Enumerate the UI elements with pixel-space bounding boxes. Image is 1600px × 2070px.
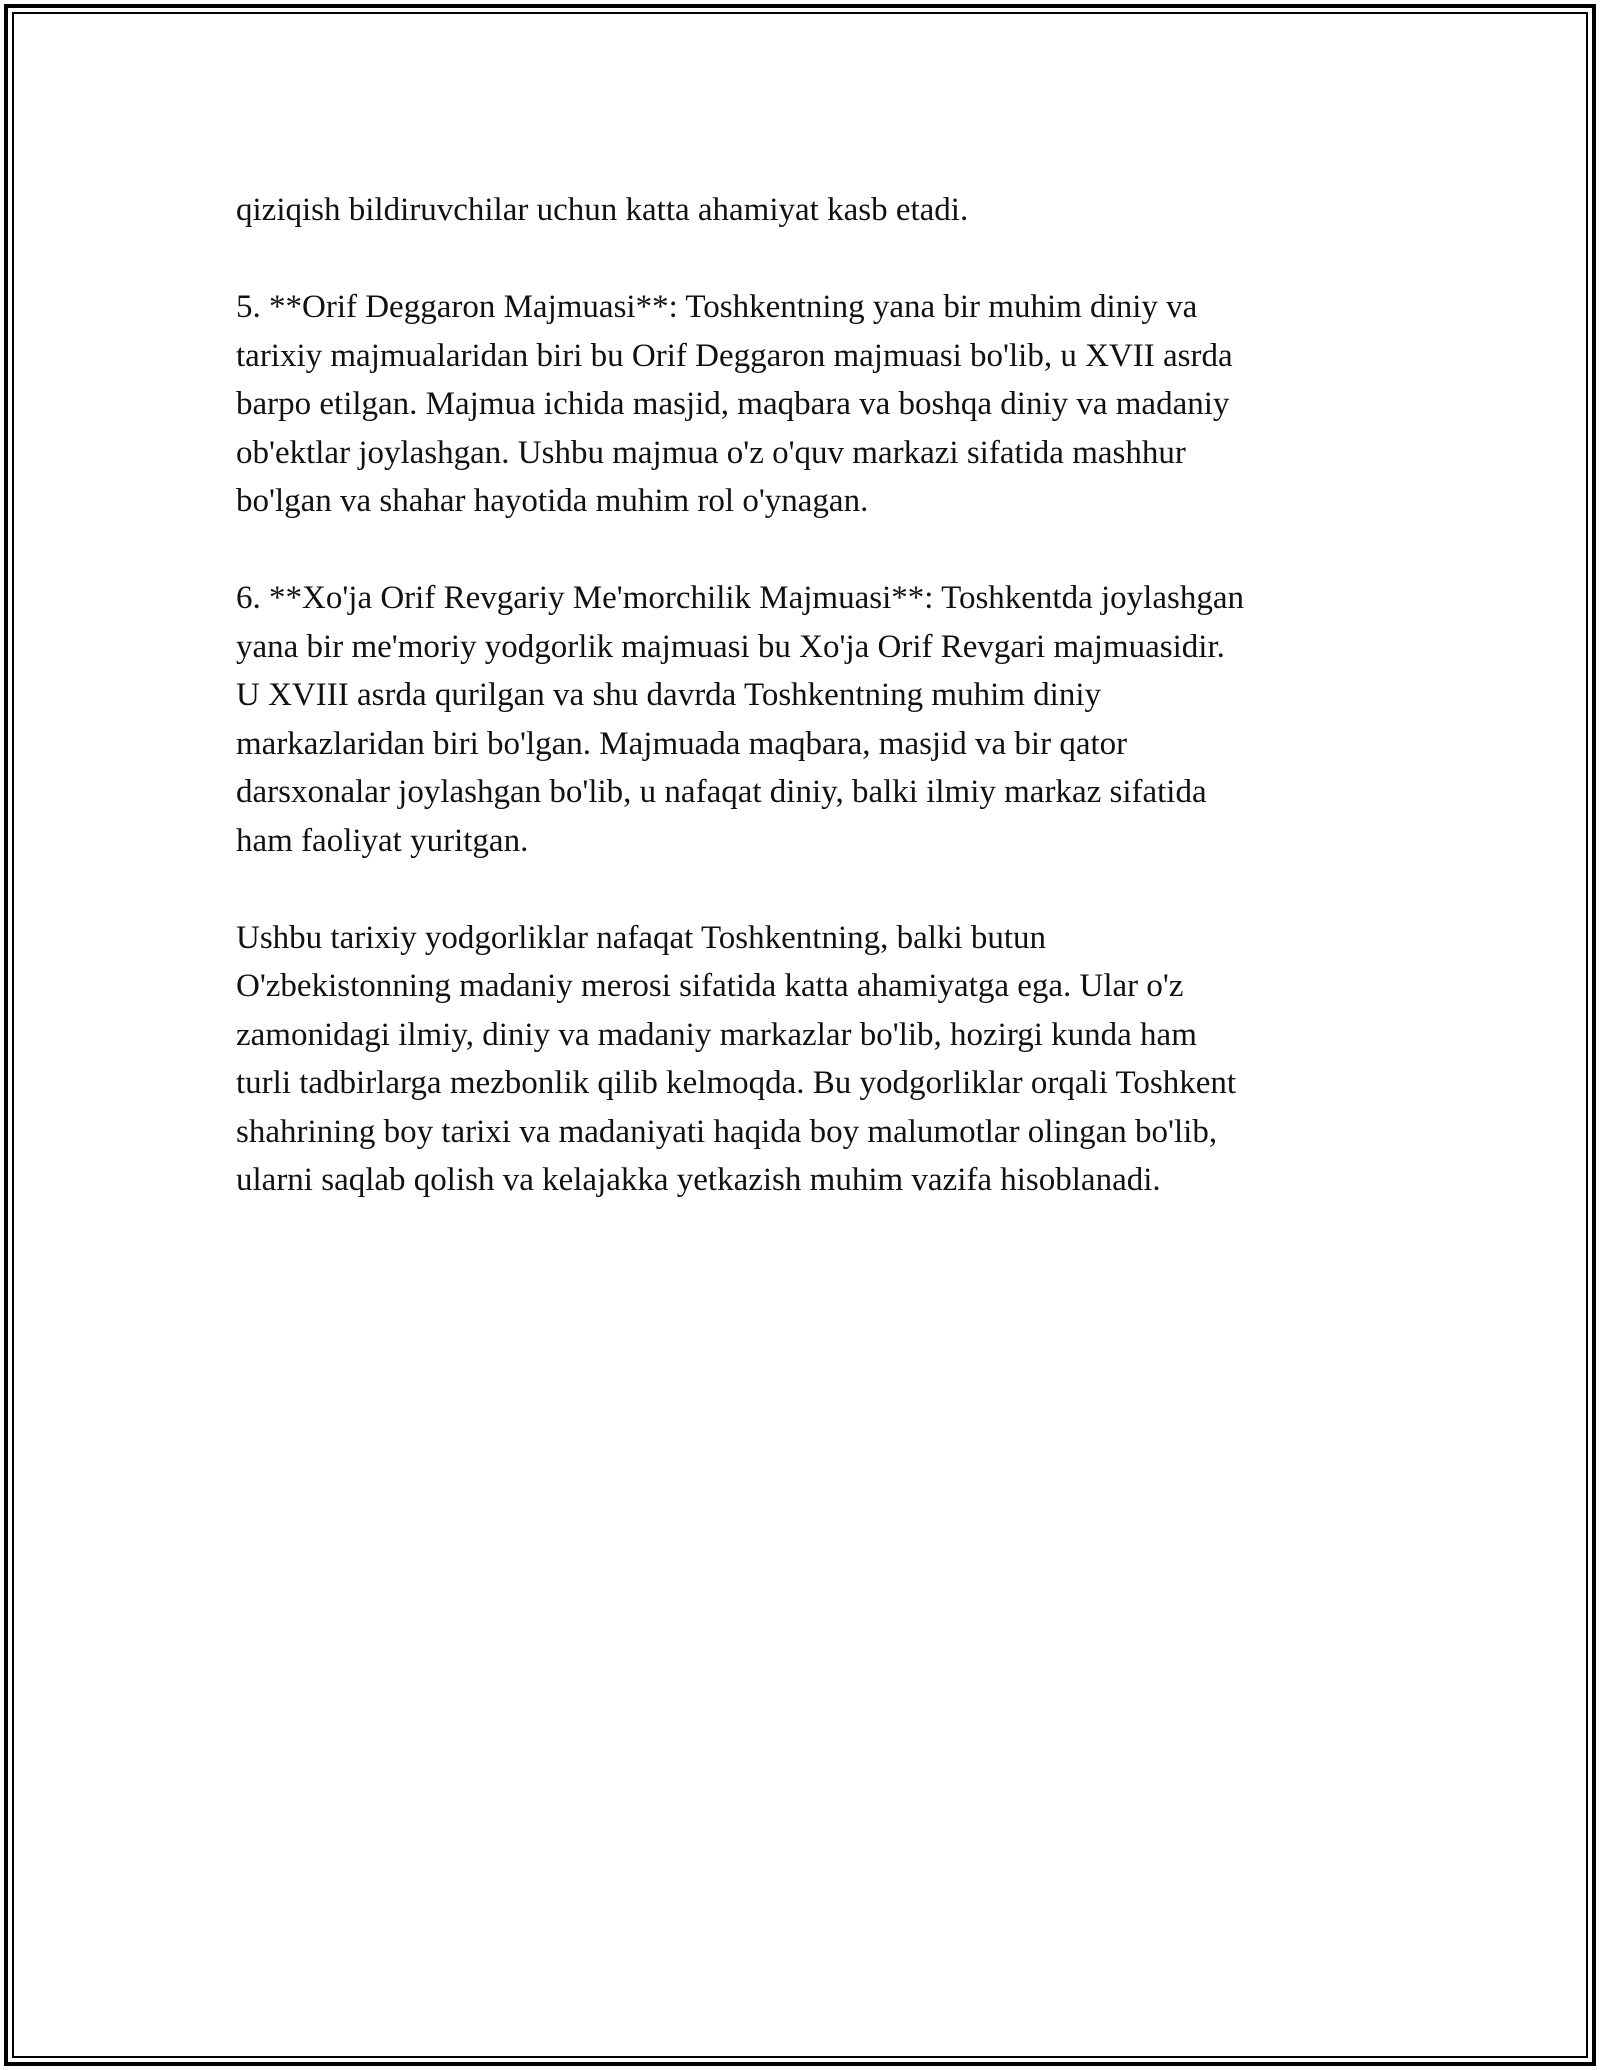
text-line: markazlaridan biri bo'lgan. Majmuada maqbara, masjid va bir qator: [236, 725, 1128, 762]
text-line: barpo etilgan. Majmua ichida masjid, maqbara va boshqa diniy va madaniy: [236, 386, 1230, 422]
text-line: shahrining boy tarixi va madaniyati haqida boy malumotlar olingan bo'lib,: [236, 1113, 1218, 1150]
text-line: Ushbu tarixiy yodgorliklar nafaqat Toshkentning, balki butun: [236, 919, 1047, 956]
text-line: bo'lgan va shahar hayotida muhim rol o'ynagan.: [236, 483, 869, 519]
text-line: yana bir me'moriy yodgorlik majmuasi bu Xo'ja Orif Revgari majmuasidir.: [236, 628, 1225, 665]
text-line: darsxonalar joylashgan bo'lib, u nafaqat diniy, balki ilmiy markaz sifatida: [236, 774, 1207, 810]
text-line: zamonidagi ilmiy, diniy va madaniy markazlar bo'lib, hozirgi kunda ham: [236, 1016, 1197, 1053]
text-line: ob'ektlar joylashgan. Ushbu majmua o'z o'quv markazi sifatida mashhur: [236, 434, 1186, 471]
text-line: 5. **Orif Deggaron Majmuasi**: Toshkentning yana bir muhim diniy va: [236, 289, 1198, 325]
text-line: ham faoliyat yuritgan.: [236, 822, 529, 859]
paragraph-item-6: [236, 574, 1366, 865]
text-line: turli tadbirlarga mezbonlik qilib kelmoqda. Bu yodgorliklar orqali Toshkent: [236, 1065, 1237, 1101]
text-line: tarixiy majmualaridan biri bu Orif Deggaron majmuasi bo'lib, u XVII asrda: [236, 337, 1233, 374]
text-line: ularni saqlab qolish va kelajakka yetkazish muhim vazifa hisoblanadi.: [236, 1162, 1161, 1198]
paragraph-intro-continuation: [236, 186, 1366, 235]
text-line: 6. **Xo'ja Orif Revgariy Me'morchilik Majmuasi**: Toshkentda joylashgan: [236, 580, 1244, 616]
text-line: U XVIII asrda qurilgan va shu davrda Toshkentning muhim diniy: [236, 677, 1102, 713]
paragraph-conclusion: [236, 914, 1366, 1205]
document-body: [236, 186, 1366, 1253]
text-line: qiziqish bildiruvchilar uchun katta ahamiyat kasb etadi.: [236, 192, 969, 228]
paragraph-item-5: [236, 283, 1366, 526]
text-line: O'zbekistonning madaniy merosi sifatida katta ahamiyatga ega. Ular o'z: [236, 968, 1184, 1004]
